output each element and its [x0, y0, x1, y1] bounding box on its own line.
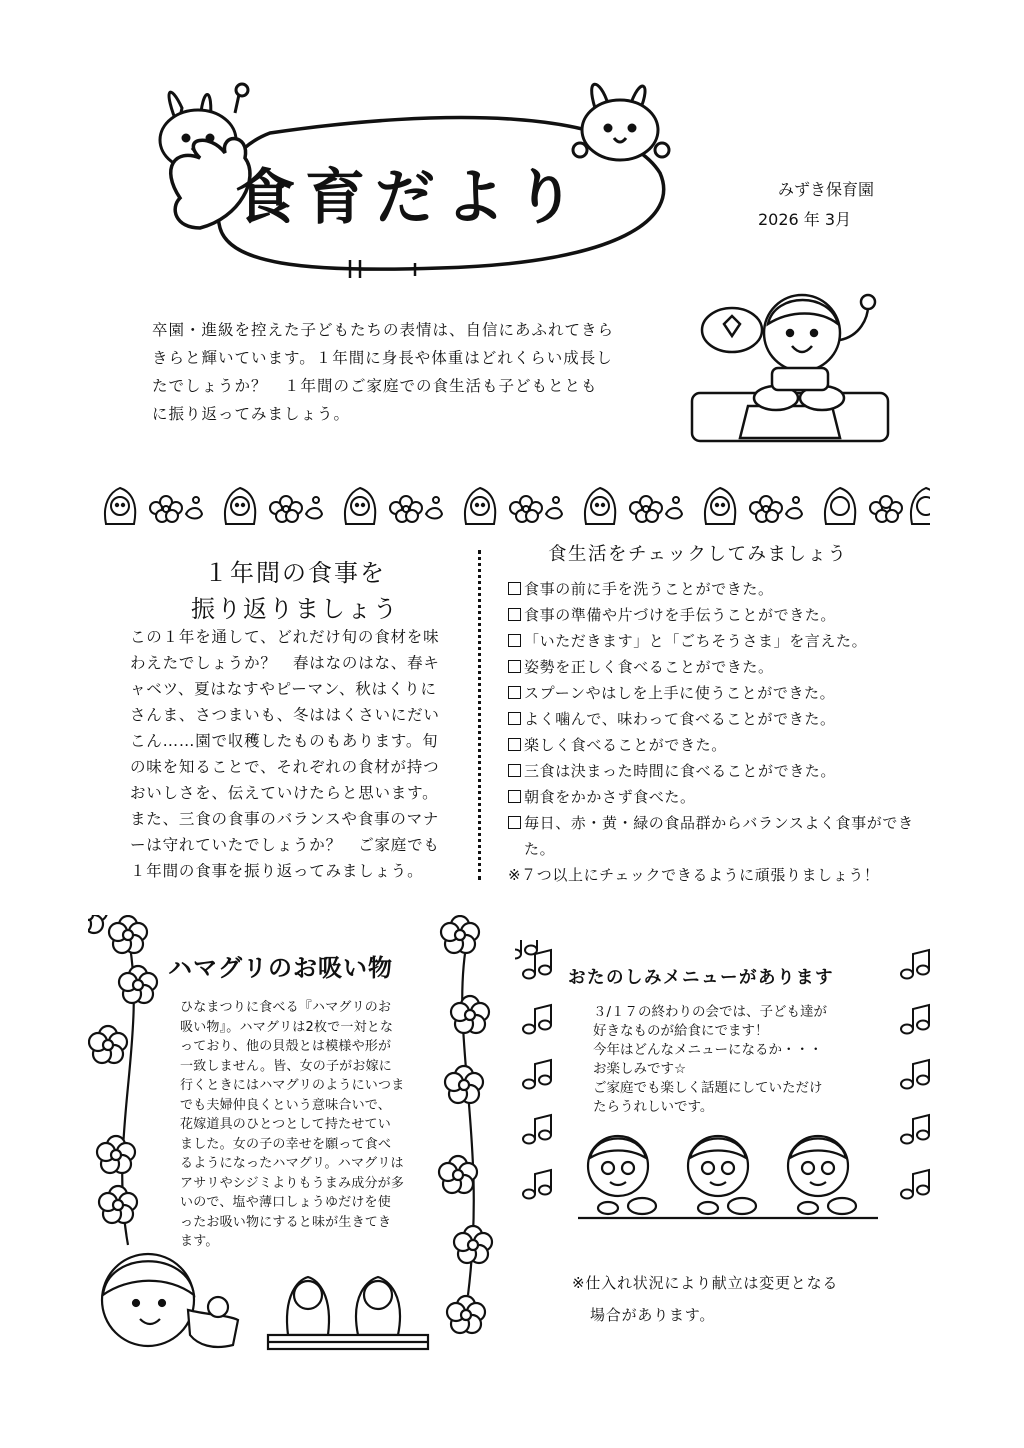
intro-line: きらと輝いています。１年間に身長や体重はどれくらい成長し [152, 349, 613, 367]
menu-line: たらうれしいです。 [593, 1099, 714, 1115]
checklist-title: 食生活をチェックしてみましょう [548, 544, 848, 565]
checklist-item-label: 毎日、赤・黄・緑の食品群からバランスよく食事ができ [524, 814, 914, 832]
menu-paragraph [593, 1003, 893, 1117]
checklist-item[interactable] [508, 810, 948, 836]
checklist [508, 576, 948, 888]
checkbox[interactable] [508, 712, 521, 725]
checklist-item-label: 「いただきます」と「ごちそうさま」を言えた。 [524, 632, 868, 650]
review-line: ーは守れていたでしょうか？ ご家庭でも [130, 836, 440, 854]
checkbox[interactable] [508, 608, 521, 621]
checklist-item[interactable] [508, 628, 948, 654]
menu-line: ３/１７の終わりの会では、子ども達が [593, 1004, 828, 1020]
hamaguri-line: ひなまつりに食べる『ハマグリのお [180, 1000, 392, 1015]
review-title-line1: １年間の食事を [204, 559, 386, 587]
checkbox[interactable] [508, 582, 521, 595]
review-line: ャベツ、夏はなすやピーマン、秋はくりに [130, 680, 437, 698]
menu-line: 好きなものが給食にでます！ [593, 1023, 769, 1039]
checklist-item[interactable] [508, 576, 948, 602]
checklist-item[interactable] [508, 602, 948, 628]
newsletter-title: 食育だより [235, 163, 585, 233]
checkbox[interactable] [508, 686, 521, 699]
checkbox[interactable] [508, 790, 521, 803]
checklist-item-label: よく噛んで、味わって食べることができた。 [524, 710, 836, 728]
hamaguri-line: ます。 [180, 1234, 219, 1249]
intro-line: に振り返ってみましょう。 [152, 405, 351, 423]
hina-dolls-illustration [268, 1277, 428, 1349]
checklist-note: ※７つ以上にチェックできるように頑張りましょう！ [508, 866, 880, 884]
menu-title: おたのしみメニューがあります [568, 968, 834, 988]
hamaguri-line: 行くときにはハマグリのようにいつま [180, 1078, 405, 1093]
hamaguri-line: ました。女の子の幸せを願って食べ [180, 1136, 392, 1152]
checklist-item[interactable] [508, 784, 948, 810]
decorative-border-hina-plum [100, 484, 930, 528]
child-eating-illustration [690, 288, 890, 443]
checklist-item[interactable] [508, 732, 948, 758]
checkbox[interactable] [508, 634, 521, 647]
hamaguri-line: ったお吸い物にすると味が生きてき [180, 1214, 392, 1230]
hamaguri-line: 一致しません。皆、女の子がお嫁に [180, 1058, 392, 1074]
hamaguri-line: 吸い物』。ハマグリは2枚で一対とな [180, 1019, 394, 1035]
menu-line: お楽しみです☆ [593, 1061, 687, 1077]
review-section-title [150, 555, 440, 627]
children-eating-illustration [578, 1128, 878, 1224]
review-line: １年間の食事を振り返ってみましょう。 [130, 862, 424, 880]
review-line: さんま、さつまいも、冬ははくさいにだい [130, 706, 440, 724]
review-line: の味を知ることで、それぞれの食材が持つ [130, 758, 440, 776]
intro-text [152, 316, 652, 428]
hamaguri-line: アサリやシジミよりもうまみ成分が多 [180, 1175, 405, 1191]
checklist-item-label: スプーンやはしを上手に使うことができた。 [524, 684, 836, 702]
review-paragraph [130, 624, 460, 884]
checklist-item-label: 食事の準備や片づけを手伝うことができた。 [524, 606, 837, 624]
checklist-item-label: 食事の前に手を洗うことができた。 [524, 580, 774, 598]
menu-note-line1: ※仕入れ状況により献立は変更となる [572, 1274, 839, 1292]
hamaguri-line: でも夫婦仲良くという意味合いで、 [180, 1097, 391, 1113]
review-line: また、三食の食事のバランスや食事のマナ [130, 810, 440, 828]
review-line: おいしさを、伝えていけたらと思います。 [130, 784, 439, 802]
hamaguri-line: っており、他の貝殻とは模様や形が [180, 1039, 392, 1054]
intro-line: 卒園・進級を控えた子どもたちの表情は、自信にあふれてきら [152, 321, 615, 339]
checklist-item[interactable] [508, 706, 948, 732]
intro-line: たでしょうか？ １年間のご家庭での食生活も子どもととも [152, 377, 598, 395]
school-name: みずき保育園 [778, 180, 875, 199]
checkbox[interactable] [508, 738, 521, 751]
checkbox[interactable] [508, 816, 521, 829]
issue-date: 2026 年 3月 [758, 210, 852, 229]
hamaguri-line: いので、塩や薄口しょうゆだけを使 [180, 1195, 391, 1210]
hamaguri-paragraph [180, 998, 430, 1252]
menu-line: ご家庭でも楽しく話題にしていただけ [593, 1080, 823, 1096]
checklist-item[interactable] [508, 758, 948, 784]
checklist-item[interactable] [508, 654, 948, 680]
checklist-item-continuation: た。 [524, 840, 556, 858]
menu-note-line2: 場合があります。 [590, 1306, 716, 1324]
review-line: こん……園で収穫したものもあります。旬 [130, 732, 439, 750]
hamaguri-line: 花嫁道具のひとつとして持たせてい [180, 1117, 391, 1132]
checklist-item-label: 姿勢を正しく食べることができた。 [524, 658, 774, 676]
checkbox[interactable] [508, 764, 521, 777]
hamaguri-line: るようになったハマグリ。ハマグリは [180, 1156, 404, 1171]
rabbit-right-illustration [573, 84, 669, 160]
checklist-item-label: 楽しく食べることができた。 [524, 736, 727, 754]
checklist-item-label: 朝食をかかさず食べた。 [524, 788, 696, 806]
review-title-line2: 振り返りましょう [191, 595, 399, 623]
hamaguri-title: ハマグリのお吸い物 [168, 954, 393, 982]
checklist-item-label: 三食は決まった時間に食べることができた。 [524, 762, 837, 780]
menu-line: 今年はどんなメニューになるか・・・ [593, 1042, 823, 1058]
review-line: わえたでしょうか？ 春はなのはな、春キ [130, 654, 440, 672]
checklist-item[interactable] [508, 680, 948, 706]
girl-with-bowl-illustration [102, 1254, 238, 1347]
checkbox[interactable] [508, 660, 521, 673]
review-line: この１年を通して、どれだけ旬の食材を味 [130, 628, 440, 646]
column-divider [478, 550, 481, 880]
